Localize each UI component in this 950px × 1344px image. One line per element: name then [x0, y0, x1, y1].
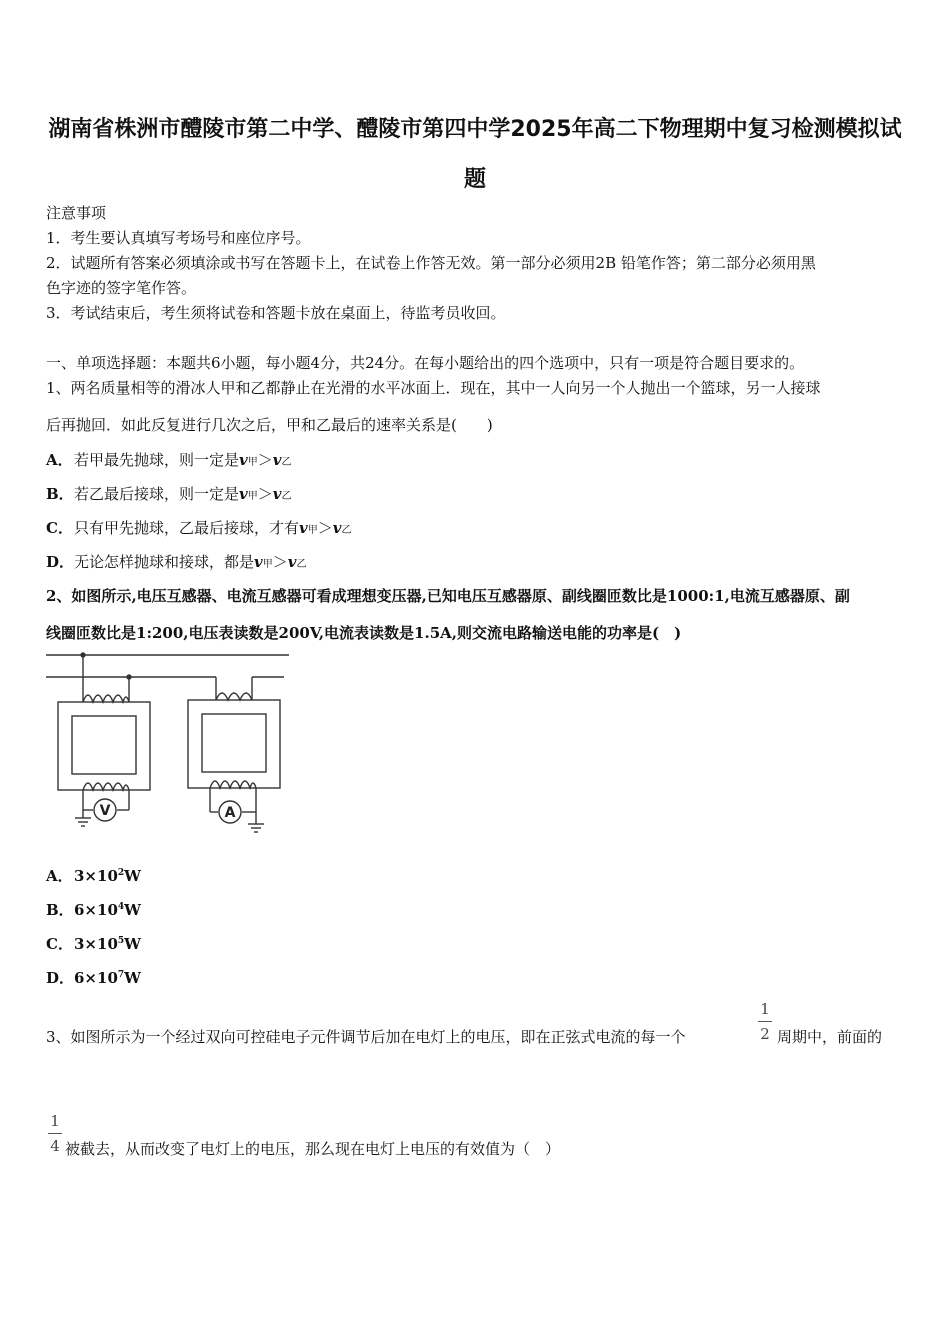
q1-stem: 1、两名质量相等的滑冰人甲和乙都静止在光滑的水平冰面上．现在，其中一人向另一个人抛出一个篮球，另一人接球 — [46, 379, 821, 397]
transformer-circuit-figure — [44, 650, 294, 840]
q3-stem-cont: 被截去，从而改变了电灯上的电压，那么现在电灯上电压的有效值为（ ） — [65, 1140, 561, 1158]
subscript: 甲 — [247, 491, 258, 502]
velocity-symbol: v — [272, 485, 282, 503]
velocity-symbol: v — [332, 519, 342, 537]
velocity-symbol: v — [299, 519, 308, 537]
option-base: 3×10 — [74, 867, 118, 885]
option-letter: D． — [46, 553, 75, 571]
q3-stem-tail: 周期中，前面的 — [777, 1028, 883, 1046]
greater-than: ＞ — [257, 451, 273, 469]
velocity-symbol: v — [239, 451, 248, 469]
page-title-cont: 题 — [463, 167, 486, 192]
subscript: 甲 — [262, 559, 273, 570]
option-text: 只有甲先抛球，乙最后接球，才有 — [74, 519, 300, 537]
page-title: 湖南省株洲市醴陵市第二中学、醴陵市第四中学2025年高二下物理期中复习检测模拟试 — [48, 117, 902, 142]
greater-than: ＞ — [272, 553, 288, 571]
q1-stem-cont: 后再抛回．如此反复进行几次之后，甲和乙最后的速率关系是( ) — [46, 416, 493, 434]
velocity-symbol: v — [254, 553, 263, 571]
option-exponent: 4 — [117, 902, 125, 912]
option-unit: W — [124, 969, 142, 987]
option-text: 若甲最先抛球，则一定是 — [74, 451, 240, 469]
option-letter: A． — [46, 451, 73, 469]
ammeter-icon: A — [224, 805, 236, 821]
option-unit: W — [124, 901, 142, 919]
q2-option-a — [46, 865, 141, 886]
fraction-denominator: 4 — [50, 1137, 60, 1155]
option-base: 3×10 — [74, 935, 118, 953]
notice-item-1: 1．考生要认真填写考场号和座位序号。 — [46, 229, 311, 247]
velocity-symbol: v — [239, 485, 248, 503]
option-exponent: 2 — [117, 868, 125, 878]
option-exponent: 5 — [117, 936, 125, 946]
fraction-bar — [758, 1021, 772, 1022]
greater-than: ＞ — [317, 519, 333, 537]
notice-item-3: 3．考试结束后，考生须将试卷和答题卡放在桌面上，待监考员收回。 — [46, 304, 506, 322]
option-letter: A． — [46, 867, 73, 885]
fraction-numerator: 1 — [760, 1000, 770, 1018]
q1-option-a — [46, 449, 291, 470]
q2-option-c — [46, 933, 141, 954]
option-exponent: 7 — [117, 970, 125, 980]
fraction-bar — [48, 1133, 62, 1134]
q2-stem-cont: 线圈匝数比是1:200,电压表读数是200V,电流表读数是1.5A,则交流电路输送电能的功率是( ) — [46, 624, 682, 642]
option-letter: C． — [46, 935, 73, 953]
option-text: 若乙最后接球，则一定是 — [74, 485, 240, 503]
option-letter: B． — [46, 901, 74, 919]
option-text: 无论怎样抛球和接球，都是 — [74, 553, 255, 571]
q2-option-d — [46, 967, 141, 988]
option-letter: C． — [46, 519, 73, 537]
option-letter: B． — [46, 485, 74, 503]
notice-item-2: 2．试题所有答案必须填涂或书写在答题卡上，在试卷上作答无效。第一部分必须用2B 铅笔作答；第二部分必须用黑 — [46, 254, 816, 272]
section-heading: 一、单项选择题：本题共6小题，每小题4分，共24分。在每小题给出的四个选项中，只有一项是符合题目要求的。 — [46, 354, 805, 372]
subscript: 甲 — [247, 457, 258, 468]
velocity-symbol: v — [272, 451, 282, 469]
velocity-symbol: v — [287, 553, 297, 571]
q2-option-b — [46, 899, 141, 920]
option-base: 6×10 — [74, 969, 118, 987]
fraction-numerator: 1 — [50, 1112, 60, 1130]
subscript: 甲 — [307, 525, 318, 536]
fraction-one-half — [758, 1000, 772, 1043]
q2-stem: 2、如图所示,电压互感器、电流互感器可看成理想变压器,已知电压互感器原、副线圈匝数比是1000:1,电流互感器原、副 — [46, 587, 850, 605]
subscript: 乙 — [296, 559, 307, 570]
greater-than: ＞ — [257, 485, 273, 503]
q3-stem: 3、如图所示为一个经过双向可控硅电子元件调节后加在电灯上的电压，即在正弦式电流的每一个 — [46, 1028, 686, 1046]
option-letter: D． — [46, 969, 75, 987]
fraction-denominator: 2 — [760, 1025, 770, 1043]
notice-item-2-cont: 色字迹的签字笔作答。 — [46, 279, 197, 297]
notice-heading: 注意事项 — [46, 204, 107, 222]
subscript: 乙 — [281, 457, 292, 468]
q1-option-d — [46, 551, 306, 572]
subscript: 乙 — [341, 525, 352, 536]
q1-option-c — [46, 517, 351, 538]
subscript: 乙 — [281, 491, 292, 502]
voltmeter-icon: V — [99, 803, 111, 819]
fraction-one-quarter — [48, 1112, 62, 1155]
option-base: 6×10 — [74, 901, 118, 919]
q1-option-b — [46, 483, 291, 504]
option-unit: W — [124, 935, 142, 953]
option-unit: W — [124, 867, 142, 885]
